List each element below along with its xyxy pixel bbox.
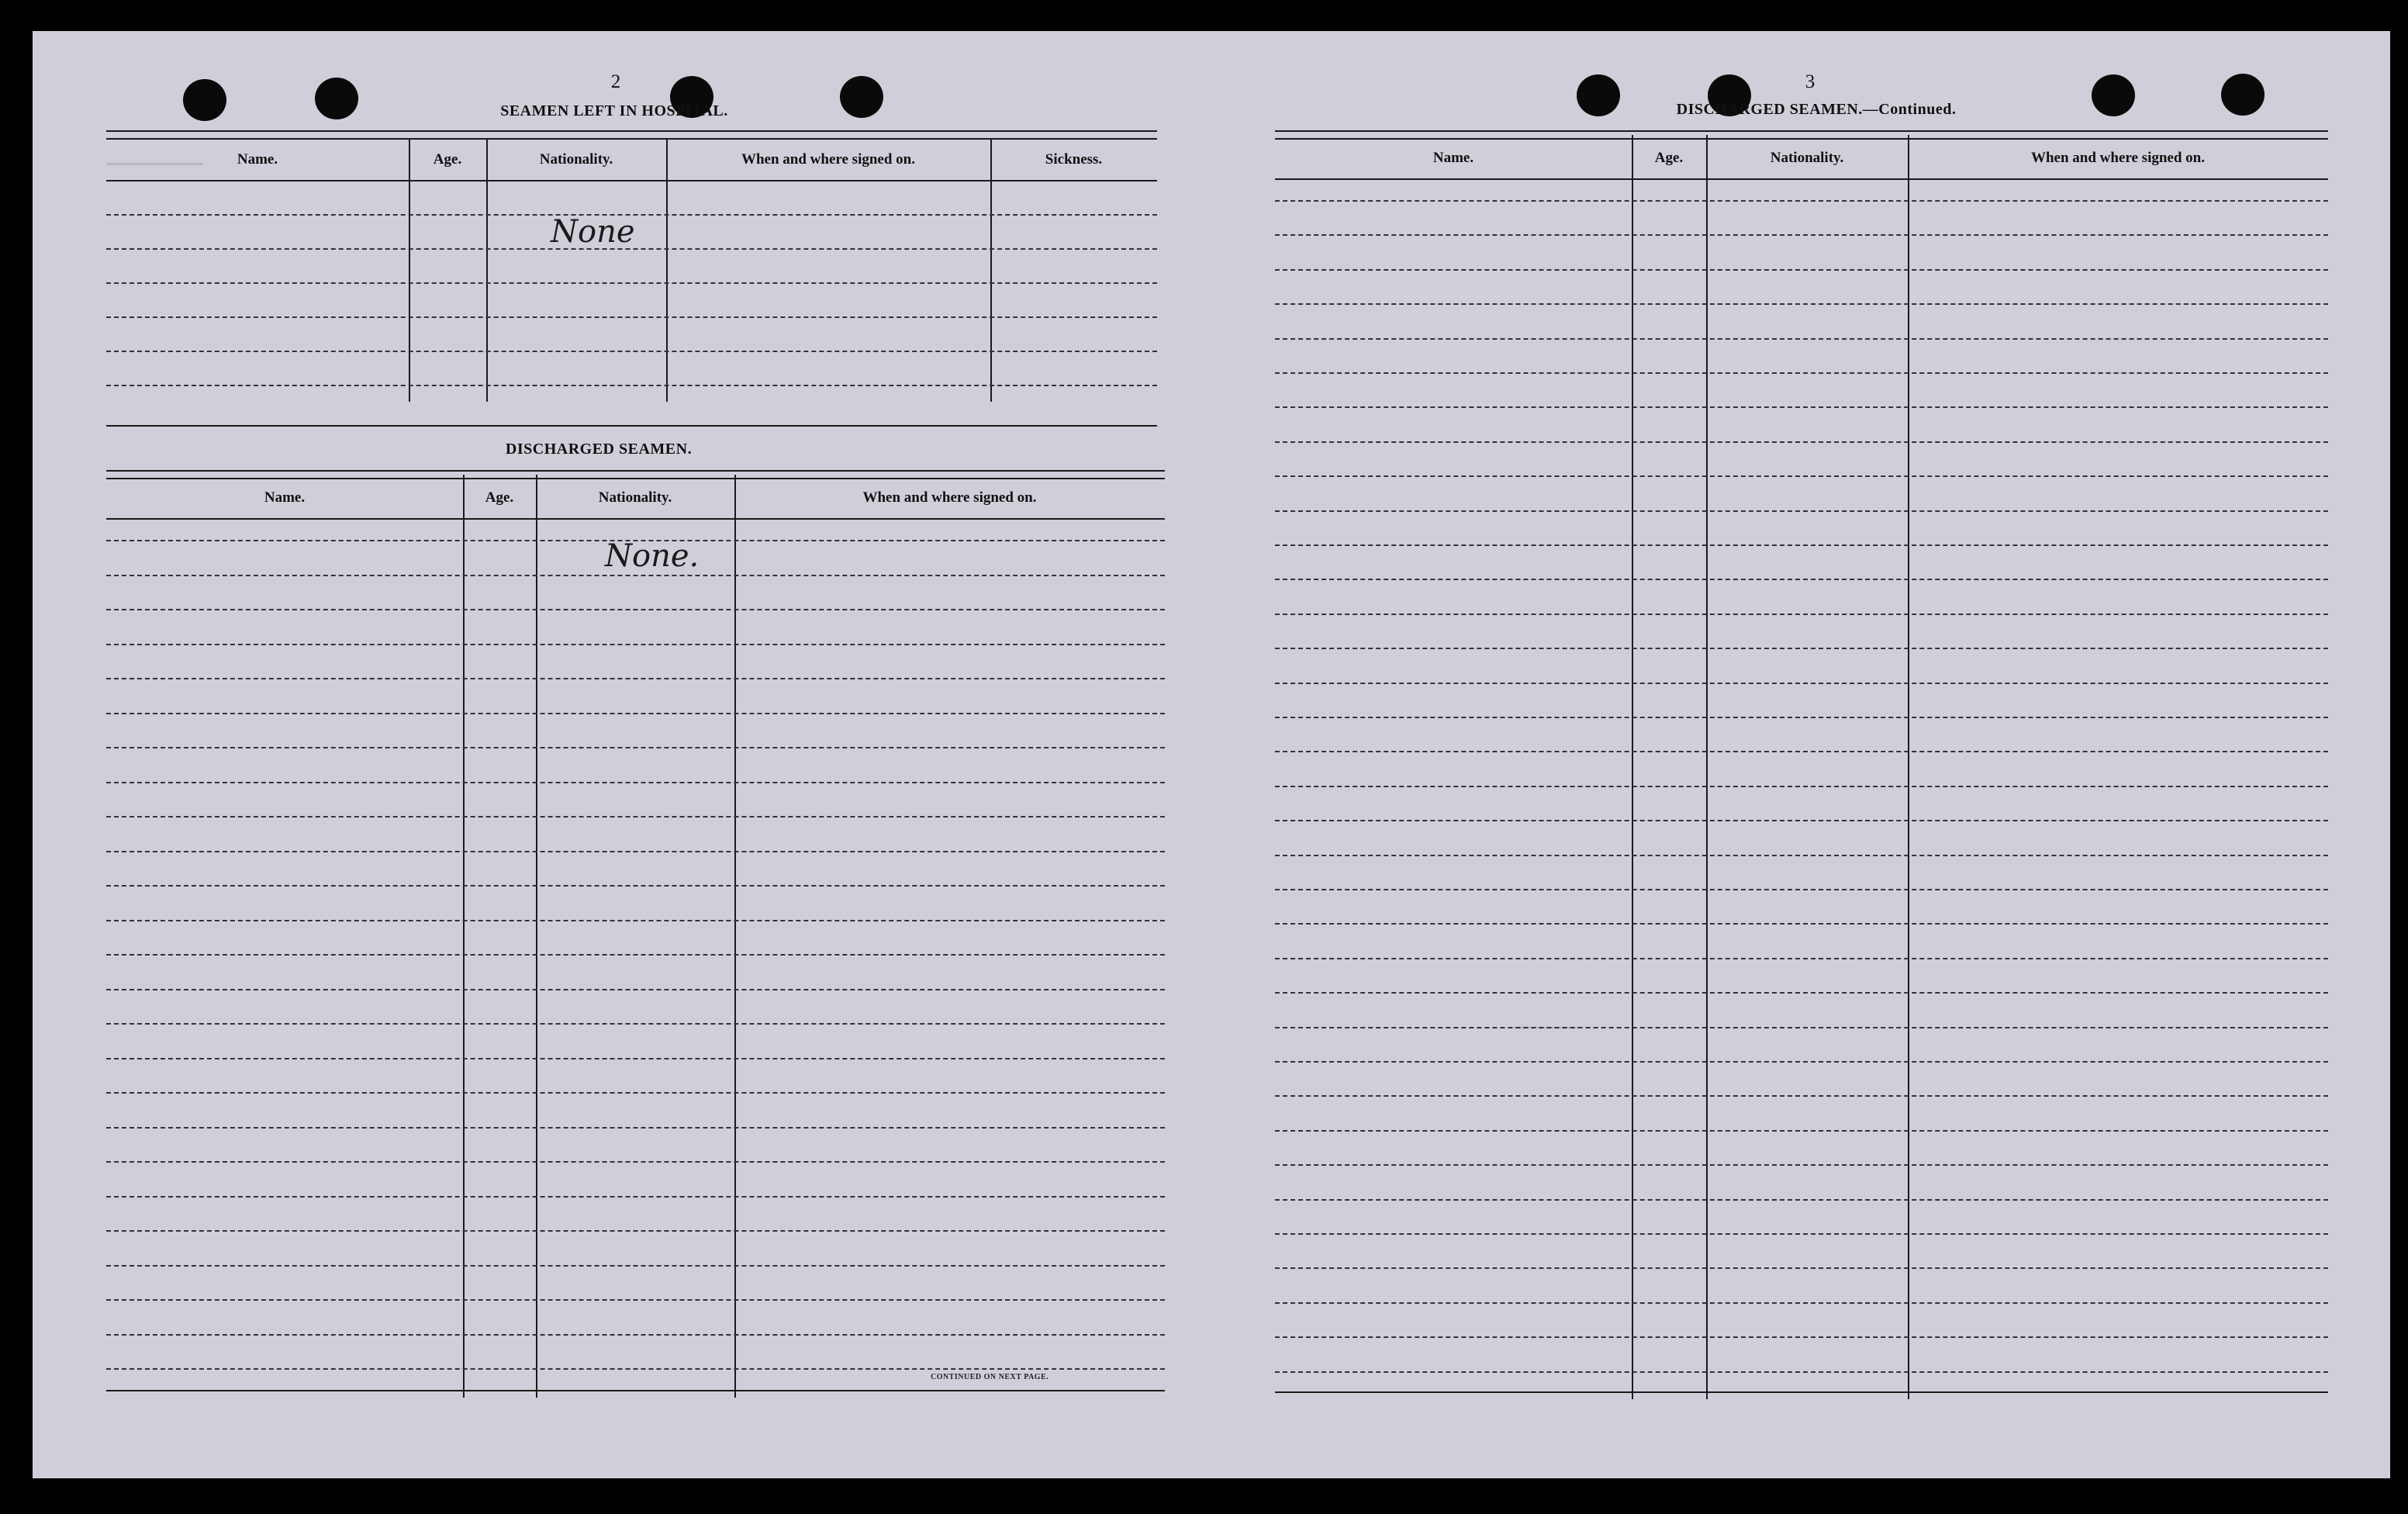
entry-line: [1275, 579, 2328, 580]
page-number: 3: [1805, 71, 1816, 92]
entry-line: [1275, 889, 2328, 890]
entry-line: [1275, 1061, 2328, 1063]
section-rule: [106, 425, 1157, 429]
entry-line: [1275, 1336, 2328, 1338]
entry-line: [106, 747, 1165, 748]
document-sheet: [33, 31, 2390, 1478]
header-name: Name.: [1432, 150, 1474, 166]
bleed-through-marks: ───: [1514, 1009, 1581, 1044]
table-header: [106, 479, 1165, 517]
entry-line: [106, 1023, 1165, 1025]
entry-line: [1275, 200, 2328, 202]
entry-line: [1275, 1233, 2328, 1235]
entry-line: [1275, 786, 2328, 787]
handwritten-entry: None: [551, 214, 635, 250]
discharged-section-title: DISCHARGED SEAMEN.: [505, 441, 693, 458]
punch-hole: [2221, 74, 2265, 116]
entry-line: [1275, 544, 2328, 546]
entry-line: [106, 609, 1165, 610]
top-rule: [106, 130, 1157, 140]
entry-line: [1275, 958, 2328, 959]
entry-line: [1275, 372, 2328, 374]
entry-line: [106, 1368, 1165, 1370]
entry-line: [1275, 1302, 2328, 1304]
header-nationality: Nationality.: [598, 489, 672, 506]
header-signed-on: When and where signed on.: [2030, 150, 2205, 166]
entry-line: [106, 885, 1165, 887]
continued-note: CONTINUED ON NEXT PAGE.: [931, 1373, 1049, 1381]
entry-line: [106, 1161, 1165, 1163]
entry-line: [1275, 992, 2328, 994]
entry-line: [106, 1230, 1165, 1232]
entry-line: [1275, 475, 2328, 477]
entry-line: [1275, 717, 2328, 718]
entry-line: [1275, 1267, 2328, 1269]
entry-line: [106, 851, 1165, 852]
bleed-through-marks: ────: [106, 144, 203, 182]
entry-line: [106, 713, 1165, 714]
header-age: Age.: [1654, 150, 1684, 166]
entry-line: [1275, 234, 2328, 236]
entry-line: [106, 575, 1165, 576]
entry-line: [106, 1092, 1165, 1094]
header-sickness: Sickness.: [1045, 151, 1103, 168]
entry-line: [106, 989, 1165, 990]
entry-line: [106, 678, 1165, 679]
entry-line: [106, 954, 1165, 956]
entry-line: [1275, 303, 2328, 305]
entry-line: [106, 1265, 1165, 1267]
entry-line: [1275, 855, 2328, 856]
entry-line: [106, 1299, 1165, 1301]
punch-hole: [2092, 74, 2135, 116]
entry-line: [106, 644, 1165, 645]
entry-line: [1275, 338, 2328, 340]
header-age: Age.: [433, 151, 462, 168]
hospital-section-title: SEAMEN LEFT IN HOSPITAL.: [500, 102, 728, 119]
entry-line: [1275, 923, 2328, 925]
entry-line: [106, 1334, 1165, 1336]
entry-line: [106, 816, 1165, 817]
entry-line: [1275, 751, 2328, 752]
punch-hole: [315, 78, 358, 119]
entry-line: [106, 351, 1157, 352]
entry-line: [1275, 683, 2328, 684]
discharged-continued-rows: [1275, 178, 2328, 1388]
table-header: [1275, 140, 2328, 177]
bottom-rule: [106, 1390, 1165, 1391]
entry-line: [106, 920, 1165, 921]
bottom-rule: [1275, 1391, 2328, 1393]
header-signed-on: When and where signed on.: [741, 151, 915, 168]
entry-line: [106, 282, 1157, 284]
entry-line: [1275, 1199, 2328, 1201]
header-name: Name.: [264, 489, 306, 506]
header-nationality: Nationality.: [1770, 150, 1844, 166]
punch-hole: [840, 76, 883, 118]
punch-hole: [1577, 74, 1620, 116]
handwritten-entry: None.: [605, 538, 700, 574]
entry-line: [106, 316, 1157, 318]
entry-line: [1275, 820, 2328, 821]
entry-line: [106, 782, 1165, 783]
punch-hole: [183, 79, 226, 121]
discharged-continued-table: [1275, 130, 2328, 1398]
header-name: Name.: [237, 151, 278, 168]
top-rule: [1275, 130, 2328, 140]
entry-line: [1275, 510, 2328, 512]
entry-line: [1275, 1164, 2328, 1166]
header-age: Age.: [485, 489, 514, 506]
entry-line: [106, 1196, 1165, 1198]
entry-line: [106, 385, 1157, 386]
entry-line: [1275, 1027, 2328, 1028]
header-nationality: Nationality.: [539, 151, 613, 168]
entry-line: [1275, 441, 2328, 443]
top-rule: [106, 470, 1165, 479]
entry-line: [1275, 1130, 2328, 1132]
entry-line: [1275, 406, 2328, 408]
entry-line: [1275, 1371, 2328, 1373]
header-signed-on: When and where signed on.: [862, 489, 1037, 506]
entry-line: [1275, 648, 2328, 649]
hospital-rows: [106, 180, 1157, 402]
entry-line: [106, 1127, 1165, 1129]
discharged-continued-title: DISCHARGED SEAMEN.—Continued.: [1676, 101, 1957, 118]
discharged-rows: [106, 518, 1165, 1387]
page-number: 2: [610, 71, 621, 92]
discharged-table: [106, 470, 1165, 1398]
table-header: [106, 141, 1157, 178]
entry-line: [1275, 269, 2328, 271]
entry-line: [106, 1058, 1165, 1059]
hospital-table: [106, 130, 1157, 402]
entry-line: [1275, 614, 2328, 615]
entry-line: [1275, 1095, 2328, 1097]
